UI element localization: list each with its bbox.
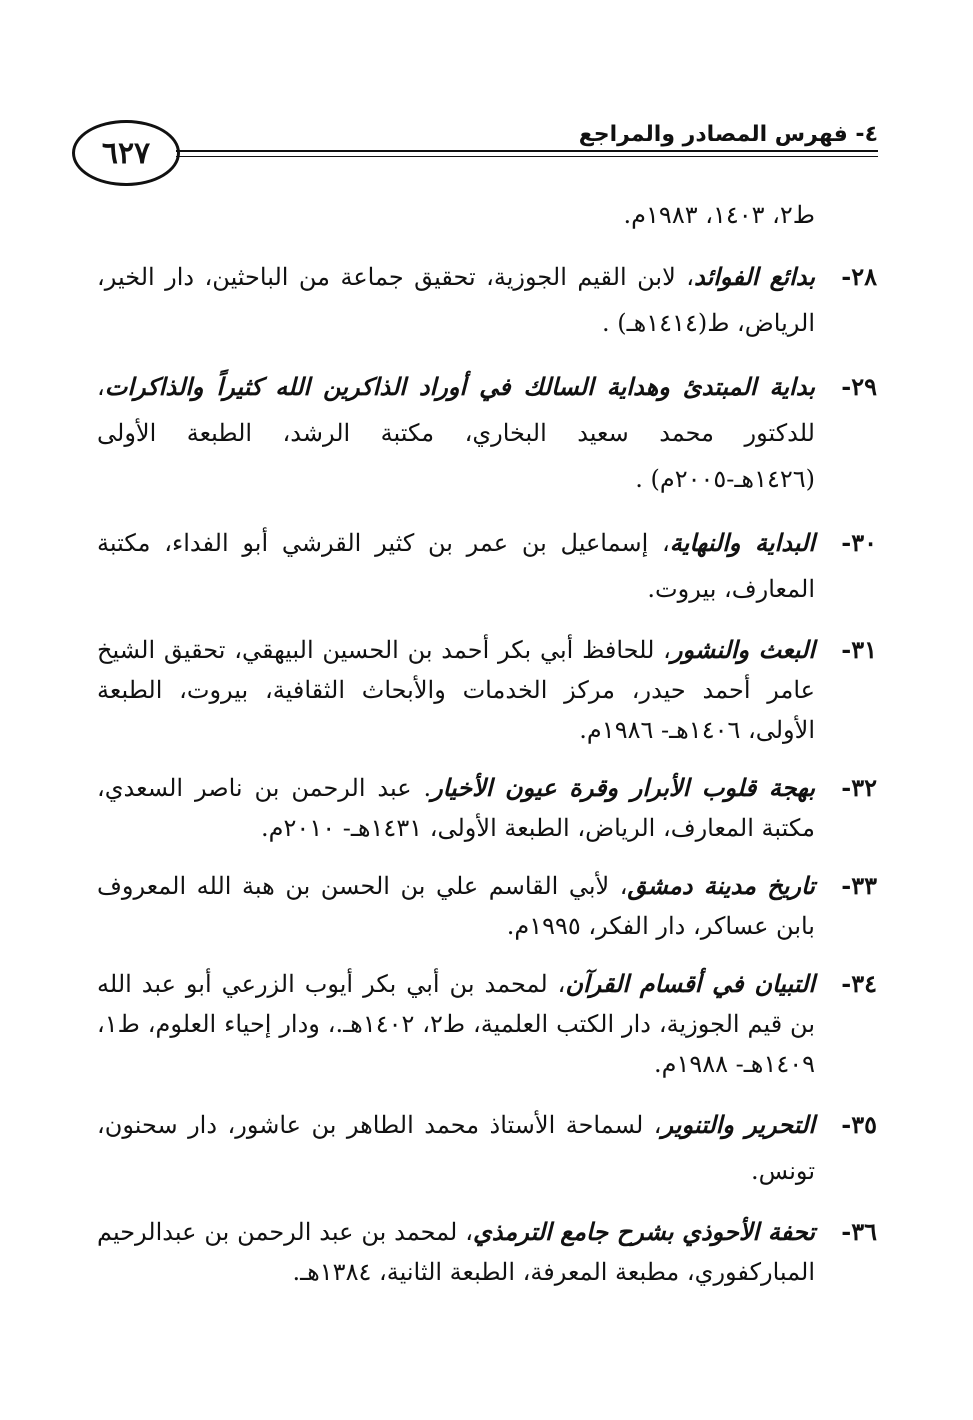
entry-title: بهجة قلوب الأبرار وقرة عيون الأخيار — [431, 773, 816, 802]
bibliography-entry-28 — [97, 254, 877, 346]
entry-details: ، لسماحة الأستاذ محمد الطاهر بن عاشور، دار سحنون، تونس. — [97, 1111, 815, 1185]
entry-title: بدائع الفوائد — [693, 262, 816, 291]
entry-title: تاريخ مدينة دمشق — [627, 871, 815, 900]
entry-number: ٣٠- — [841, 528, 877, 557]
bibliography-entry-29 — [97, 364, 877, 502]
bibliography-list — [97, 192, 877, 1310]
entry-details: ، لابن القيم الجوزية، تحقيق جماعة من الباحثين، دار الخير، الرياض، ط(١٤١٤هـ) . — [97, 263, 815, 337]
bibliography-entry-32 — [97, 768, 877, 848]
entry-number: ٢٨- — [841, 262, 877, 291]
entry-details: ، للحافظ أبي بكر أحمد بن الحسين البيهقي، تحقيق الشيخ عامر أحمد حيدر، مركز الخدمات والأبحاث الثقافية، بيروت، الطبعة الأولى، ١٤٠٦هـ- ١٩٨٦م. — [97, 636, 815, 744]
bibliography-entry-31 — [97, 630, 877, 750]
entry-number: ٢٩- — [841, 372, 877, 401]
page-number: ٦٢٧ — [72, 120, 180, 186]
entry-title: بداية المبتدئ وهداية السالك في أوراد الذاكرين الله كثيراً والذاكرات — [104, 372, 815, 401]
entry-number: ٣٥- — [841, 1110, 877, 1139]
entry-title: التبيان في أقسام القرآن — [565, 969, 815, 998]
bibliography-entry-36 — [97, 1212, 877, 1292]
entry-details: ، إسماعيل بن عمر بن كثير القرشي أبو الفداء، مكتبة المعارف، بيروت. — [97, 529, 815, 603]
header-rule-thin — [176, 156, 878, 157]
header-rule — [176, 150, 878, 152]
bibliography-entry-34 — [97, 964, 877, 1084]
entry-number: ٣٦- — [841, 1217, 877, 1246]
entry-number: ٣٤- — [841, 969, 877, 998]
bibliography-entry-33 — [97, 866, 877, 946]
entry-details: . عبد الرحمن بن ناصر السعدي، مكتبة المعارف، الرياض، الطبعة الأولى، ١٤٣١هـ- ٢٠١٠م. — [97, 774, 815, 842]
entry-number: ٣٢- — [841, 773, 877, 802]
entry-title: تحفة الأحوذي بشرح جامع الترمذي — [472, 1217, 815, 1246]
entry-title: البداية والنهاية — [669, 528, 816, 557]
entry-details: ، لأبي القاسم علي بن الحسن بن هبة الله المعروف بابن عساكر، دار الفكر، ١٩٩٥م. — [97, 872, 815, 940]
continuation-line: ط٢، ١٤٠٣، ١٩٨٣م. — [623, 201, 815, 229]
bibliography-entry-35 — [97, 1102, 877, 1194]
entry-title: البعث والنشور — [670, 635, 815, 664]
bibliography-entry-30 — [97, 520, 877, 612]
entry-details: ، لمحمد بن أبي بكر أيوب الزرعي أبو عبد الله بن قيم الجوزية، دار الكتب العلمية، ط٢، ١٤٠٢هـ.، ودار إحياء العلوم، ط١، ١٤٠٩هـ- ١٩٨٨م. — [97, 970, 815, 1078]
entry-title: التحرير والتنوير — [661, 1110, 816, 1139]
entry-details: ، للدكتور محمد سعيد البخاري، مكتبة الرشد، الطبعة الأولى (١٤٢٦هـ-٢٠٠٥م) . — [97, 373, 815, 493]
entry-number: ٣١- — [841, 635, 877, 664]
entry-number: ٣٣- — [841, 871, 877, 900]
entry-details: ، لمحمد بن عبد الرحمن بن عبدالرحيم المباركفوري، مطبعة المعرفة، الطبعة الثانية، ١٣٨٤هـ. — [97, 1218, 815, 1286]
section-title: ٤- فهرس المصادر والمراجع — [578, 122, 878, 147]
